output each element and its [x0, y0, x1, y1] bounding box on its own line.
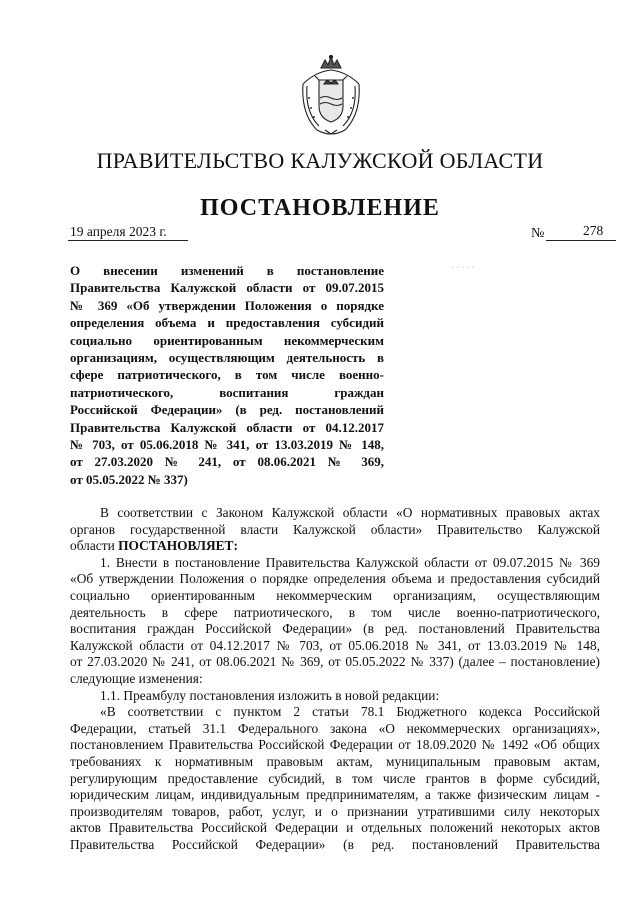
subject-line: определения объема и предоставления субсидий: [70, 315, 384, 331]
body-line: 1.1. Преамбулу постановления изложить в новой редакции:: [100, 687, 440, 703]
body-line: актов Правительства Российской Федерации и отдельных положений некоторых актов: [70, 820, 600, 836]
subject-line: Правительства Калужской области от 09.07.2015: [70, 280, 384, 296]
kaluga-coat-of-arms-emblem: [295, 54, 367, 138]
subject-line: № 369 «Об утверждении Положения о порядке: [70, 297, 384, 313]
scan-speck-mark: [452, 266, 474, 268]
document-subject: [70, 262, 384, 488]
body-line: юридическим лицам, индивидуальным предпринимателям, а также физическим лицам -: [70, 787, 600, 803]
body-line: следующие изменения:: [70, 670, 203, 686]
subject-line: О внесении изменений в постановление: [70, 263, 384, 278]
body-line: В соответствии с Законом Калужской области «О нормативных правовых актах: [100, 505, 600, 520]
body-line: «В соответствии с пунктом 2 статьи 78.1 Бюджетного кодекса Российской: [100, 704, 600, 720]
document-date: 19 апреля 2023 г.: [70, 224, 167, 239]
number-underline: [546, 240, 616, 241]
body-line: постановлением Правительства Российской Федерации от 18.09.2020 № 1492 «Об общих: [70, 737, 600, 753]
document-type-title: ПОСТАНОВЛЕНИЕ: [200, 195, 440, 221]
document-body: [70, 505, 600, 853]
body-line: 1. Внести в постановление Правительства Калужской области от 09.07.2015 № 369: [100, 554, 600, 570]
body-line: деятельность в сфере патриотического, в том числе военно-патриотического,: [70, 604, 600, 620]
date-underline: [68, 240, 188, 241]
body-line: социально ориентированным некоммерческим организациям, осуществляющим: [70, 587, 600, 603]
body-line: регулирующим предоставление субсидий, в том числе грантов в форме субсидий,: [70, 770, 600, 786]
subject-line: от 27.03.2020 № 241, от 08.06.2021 № 369,: [70, 454, 384, 470]
body-line: производителям товаров, работ, услуг, и о признании утратившими силу некоторых: [70, 803, 600, 819]
body-line: органов государственной власти Калужской области» Правительство Калужской: [70, 521, 600, 537]
subject-line: патриотического, воспитания граждан: [70, 384, 384, 400]
government-title: ПРАВИТЕЛЬСТВО КАЛУЖСКОЙ ОБЛАСТИ: [96, 148, 544, 173]
body-line: Федерации, статьей 31.1 Федерального закона «О некоммерческих организациях»,: [70, 720, 600, 736]
body-line: [70, 538, 600, 555]
body-line: воспитания граждан Российской Федерации» (в ред. постановлений Правительства: [70, 621, 600, 637]
body-text: области: [70, 538, 119, 554]
subject-line: Правительства Калужской области от 04.12.2017: [70, 419, 384, 435]
subject-line: от 05.05.2022 № 337): [70, 471, 188, 487]
subject-line: социально ориентированным некоммерческим: [70, 332, 384, 348]
resolves-keyword: ПОСТАНОВЛЯЕТ:: [118, 538, 238, 554]
body-line: «Об утверждении Положения о порядке определения объема и предоставления субсидий: [70, 571, 600, 587]
subject-line: организациям, осуществляющим деятельность в: [70, 350, 384, 366]
subject-line: № 703, от 05.06.2018 № 341, от 13.03.2019 № 148,: [70, 437, 384, 453]
document-number-label: №: [531, 226, 545, 241]
body-line: Калужской области от 04.12.2017 № 703, от 05.06.2018 № 341, от 13.03.2019 № 148,: [70, 637, 600, 653]
subject-line: Российской Федерации» (в ред. постановлений: [70, 402, 384, 418]
subject-line: сфере патриотического, в том числе военно-: [70, 367, 384, 383]
body-line: от 27.03.2020 № 241, от 08.06.2021 № 369, от 05.05.2022 № 337) (далее – постановление): [70, 654, 600, 670]
body-line: Правительства Российской Федерации» (в ред. постановлений Правительства: [70, 836, 600, 852]
document-number: 278: [583, 223, 604, 238]
body-line: требованиях к нормативным правовым актам, муниципальным правовым актам,: [70, 753, 600, 769]
